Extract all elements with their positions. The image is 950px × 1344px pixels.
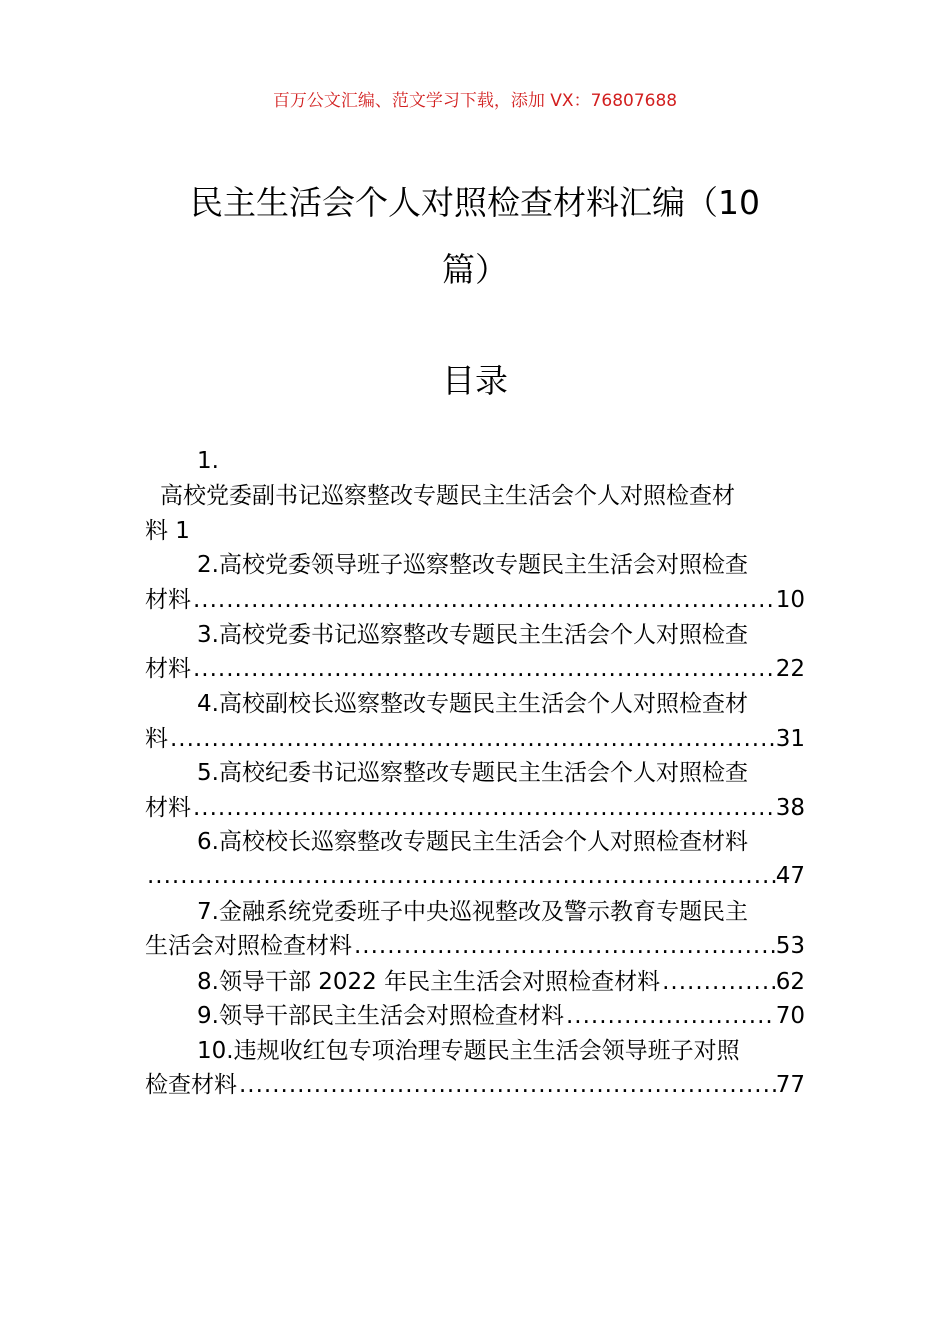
toc-entry-3-leader-row [145, 654, 805, 684]
toc-entry-9-text: 9.领导干部民主生活会对照检查材料 [197, 1003, 564, 1029]
header-note: 百万公文汇编、范文学习下载，添加 VX：76807688 [272, 91, 678, 111]
toc-entry-3-page: 22 [775, 656, 805, 682]
toc-entry-10-leader-row [145, 1070, 805, 1100]
toc-entry-8-page: 62 [775, 969, 805, 995]
toc-entry-7-leader-row [145, 931, 805, 961]
toc-entry-5-page: 38 [775, 795, 805, 821]
toc-entry-5-tail: 材料 [145, 795, 191, 821]
dot-leader [237, 1070, 776, 1100]
dot-leader [352, 931, 776, 961]
toc-entry-6-text: 6.高校校长巡察整改专题民主生活会个人对照检查材料 [197, 829, 748, 855]
toc-entry-4-leader-row [145, 724, 805, 754]
toc-entry-6-page: 47 [775, 863, 805, 889]
dot-leader [660, 967, 776, 997]
dot-leader [191, 793, 776, 823]
toc-entry-4-tail: 料 [145, 726, 168, 752]
toc-entry-1-tail: 料 1 [145, 518, 190, 544]
toc-entry-6-leader-row [145, 861, 805, 891]
toc-entry-2-tail: 材料 [145, 587, 191, 613]
dot-leader [564, 1001, 776, 1031]
toc-entry-9-page: 70 [775, 1003, 805, 1029]
toc-entry-1-number: 1. [197, 448, 219, 474]
toc-entry-2-text: 2.高校党委领导班子巡察整改专题民主生活会对照检查 [197, 552, 748, 578]
toc-entry-2-page: 10 [775, 587, 805, 613]
toc-heading: 目录 [442, 361, 508, 400]
toc-entry-1-text: 高校党委副书记巡察整改专题民主生活会个人对照检查材 [160, 483, 735, 509]
toc-entry-10-text: 10.违规收红包专项治理专题民主生活会领导班子对照 [197, 1038, 740, 1064]
toc-entry-8-leader-row [197, 967, 805, 997]
document-title-line-1: 民主生活会个人对照检查材料汇编（10 [190, 183, 760, 222]
toc-entry-7-tail: 生活会对照检查材料 [145, 933, 352, 959]
toc-entry-10-tail: 检查材料 [145, 1072, 237, 1098]
toc-entry-7-text: 7.金融系统党委班子中央巡视整改及警示教育专题民主 [197, 899, 748, 925]
dot-leader [191, 585, 776, 615]
toc-entry-5-leader-row [145, 793, 805, 823]
toc-entry-7-page: 53 [775, 933, 805, 959]
toc-entry-3-tail: 材料 [145, 656, 191, 682]
toc-entry-3-text: 3.高校党委书记巡察整改专题民主生活会个人对照检查 [197, 622, 748, 648]
toc-entry-2-leader-row [145, 585, 805, 615]
dot-leader [145, 861, 776, 891]
toc-entry-4-text: 4.高校副校长巡察整改专题民主生活会个人对照检查材 [197, 691, 748, 717]
toc-entry-8-text: 8.领导干部 2022 年民主生活会对照检查材料 [197, 969, 661, 995]
toc-entry-9-leader-row [197, 1001, 805, 1031]
toc-entry-10-page: 77 [775, 1072, 805, 1098]
document-title-line-2: 篇） [442, 250, 508, 289]
toc-entry-5-text: 5.高校纪委书记巡察整改专题民主生活会个人对照检查 [197, 760, 748, 786]
dot-leader [191, 654, 776, 684]
toc-entry-4-page: 31 [775, 726, 805, 752]
dot-leader [168, 724, 776, 754]
